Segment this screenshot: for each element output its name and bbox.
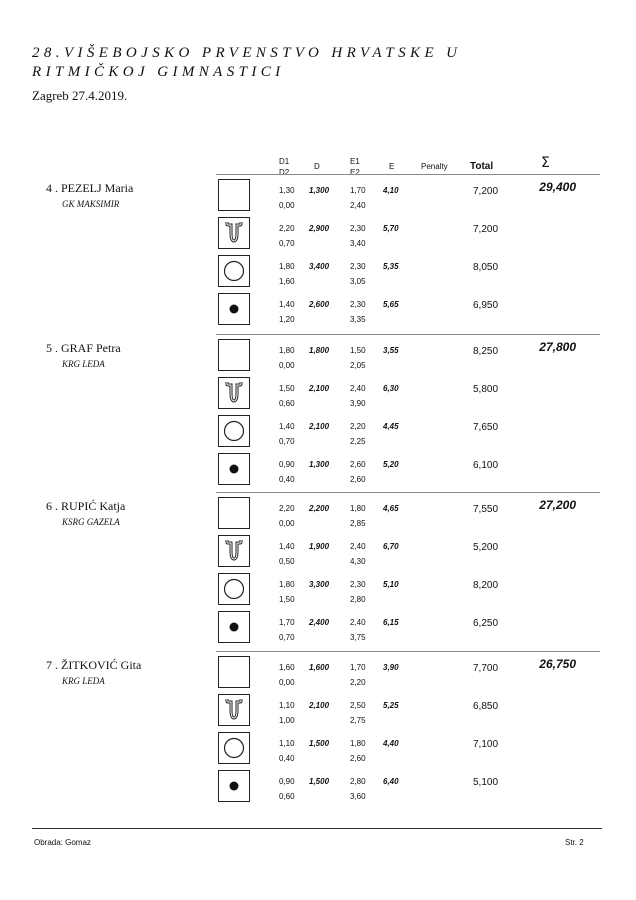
score-d2: 1,00 — [279, 716, 295, 725]
score-e: 6,30 — [383, 384, 399, 393]
score-e2: 2,05 — [350, 361, 366, 370]
apparatus-box — [218, 770, 250, 802]
score-d2: 0,00 — [279, 361, 295, 370]
score-e: 4,45 — [383, 422, 399, 431]
gymnast-all-around-total: 27,200 — [539, 498, 576, 512]
gymnast-divider — [216, 174, 600, 175]
score-e1: 2,30 — [350, 262, 366, 271]
gymnast-name: GRAF Petra — [61, 341, 121, 355]
score-e1: 2,30 — [350, 580, 366, 589]
score-total: 8,250 — [473, 346, 499, 357]
score-e2: 3,40 — [350, 239, 366, 248]
gymnast-rank: 4 . — [46, 181, 58, 195]
apparatus-box — [218, 217, 250, 249]
apparatus-box — [218, 377, 250, 409]
score-e1: 1,70 — [350, 186, 366, 195]
gymnast-divider — [216, 651, 600, 652]
score-d2: 0,40 — [279, 754, 295, 763]
score-d2: 0,00 — [279, 678, 295, 687]
score-total: 5,800 — [473, 384, 499, 395]
gymnast-club: GK MAKSIMIR — [62, 199, 120, 209]
score-e: 4,40 — [383, 739, 399, 748]
header-d1: D1 — [279, 157, 290, 166]
score-e1: 2,20 — [350, 422, 366, 431]
apparatus-box — [218, 535, 250, 567]
score-d: 2,400 — [309, 618, 330, 627]
score-total: 7,100 — [473, 739, 499, 750]
score-d2: 0,50 — [279, 557, 295, 566]
score-e2: 2,25 — [350, 437, 366, 446]
gymnast-rank: 7 . — [46, 658, 58, 672]
gymnast-name-row — [46, 499, 125, 514]
score-e2: 2,60 — [350, 754, 366, 763]
score-e: 5,20 — [383, 460, 399, 469]
header-penalty: Penalty — [421, 162, 448, 171]
score-d1: 1,70 — [279, 618, 295, 627]
apparatus-box — [218, 339, 250, 371]
score-e: 6,40 — [383, 777, 399, 786]
score-d1: 2,20 — [279, 224, 295, 233]
apparatus-box — [218, 453, 250, 485]
footer-author: Obrada: Gomaz — [34, 838, 91, 847]
header-e: E — [389, 162, 395, 171]
score-e2: 2,85 — [350, 519, 366, 528]
score-e: 6,70 — [383, 542, 399, 551]
apparatus-box — [218, 255, 250, 287]
score-e: 4,65 — [383, 504, 399, 513]
apparatus-box — [218, 573, 250, 605]
score-e2: 3,60 — [350, 792, 366, 801]
score-e1: 2,40 — [350, 542, 366, 551]
score-d1: 1,80 — [279, 346, 295, 355]
score-d2: 0,60 — [279, 399, 295, 408]
score-total: 8,200 — [473, 580, 499, 591]
score-d: 2,900 — [309, 224, 330, 233]
score-e1: 2,30 — [350, 300, 366, 309]
score-d1: 1,50 — [279, 384, 295, 393]
score-d: 3,300 — [309, 580, 330, 589]
score-e2: 2,20 — [350, 678, 366, 687]
score-e1: 1,50 — [350, 346, 366, 355]
score-d2: 0,60 — [279, 792, 295, 801]
score-d1: 2,20 — [279, 504, 295, 513]
score-d2: 1,60 — [279, 277, 295, 286]
score-d: 1,300 — [309, 186, 330, 195]
score-d1: 1,40 — [279, 542, 295, 551]
apparatus-box — [218, 694, 250, 726]
score-d: 1,600 — [309, 663, 330, 672]
score-e1: 1,80 — [350, 739, 366, 748]
apparatus-box — [218, 179, 250, 211]
footer-page-number: Str. 2 — [565, 838, 584, 847]
score-d2: 0,70 — [279, 437, 295, 446]
gymnast-club: KSRG GAZELA — [62, 517, 120, 527]
score-e1: 2,40 — [350, 384, 366, 393]
score-e: 5,35 — [383, 262, 399, 271]
score-d1: 0,90 — [279, 777, 295, 786]
score-e2: 3,75 — [350, 633, 366, 642]
score-e2: 2,80 — [350, 595, 366, 604]
score-e1: 1,80 — [350, 504, 366, 513]
gymnast-divider — [216, 492, 600, 493]
score-e: 3,55 — [383, 346, 399, 355]
score-d2: 0,00 — [279, 201, 295, 210]
score-e: 5,70 — [383, 224, 399, 233]
gymnast-name: RUPIĆ Katja — [61, 499, 126, 513]
score-d: 2,100 — [309, 422, 330, 431]
score-d: 2,100 — [309, 701, 330, 710]
score-d1: 1,40 — [279, 422, 295, 431]
score-d1: 1,10 — [279, 739, 295, 748]
score-e1: 2,60 — [350, 460, 366, 469]
gymnast-all-around-total: 27,800 — [539, 340, 576, 354]
gymnast-name: ŽITKOVIĆ Gita — [61, 658, 142, 672]
header-e2: E2 — [350, 168, 360, 177]
score-d1: 1,40 — [279, 300, 295, 309]
score-e: 5,10 — [383, 580, 399, 589]
score-total: 5,100 — [473, 777, 499, 788]
score-d: 3,400 — [309, 262, 330, 271]
score-d1: 1,80 — [279, 262, 295, 271]
score-total: 7,650 — [473, 422, 499, 433]
score-d2: 0,70 — [279, 633, 295, 642]
score-e1: 2,40 — [350, 618, 366, 627]
score-e1: 1,70 — [350, 663, 366, 672]
score-e2: 3,90 — [350, 399, 366, 408]
score-total: 6,250 — [473, 618, 499, 629]
score-total: 6,950 — [473, 300, 499, 311]
score-d: 2,200 — [309, 504, 330, 513]
score-d: 1,300 — [309, 460, 330, 469]
score-d2: 0,40 — [279, 475, 295, 484]
apparatus-box — [218, 497, 250, 529]
apparatus-box — [218, 611, 250, 643]
score-d: 1,900 — [309, 542, 330, 551]
gymnast-name: PEZELJ Maria — [61, 181, 134, 195]
header-sum: Σ — [541, 155, 550, 171]
score-e2: 4,30 — [350, 557, 366, 566]
gymnast-club: KRG LEDA — [62, 676, 105, 686]
gymnast-rank: 5 . — [46, 341, 58, 355]
score-e2: 2,60 — [350, 475, 366, 484]
score-e: 4,10 — [383, 186, 399, 195]
score-total: 6,850 — [473, 701, 499, 712]
score-e2: 2,40 — [350, 201, 366, 210]
gymnast-all-around-total: 26,750 — [539, 657, 576, 671]
apparatus-box — [218, 656, 250, 688]
gymnast-all-around-total: 29,400 — [539, 180, 576, 194]
score-e: 5,25 — [383, 701, 399, 710]
score-d1: 1,80 — [279, 580, 295, 589]
score-e1: 2,50 — [350, 701, 366, 710]
score-d1: 1,30 — [279, 186, 295, 195]
gymnast-rank: 6 . — [46, 499, 58, 513]
score-e: 3,90 — [383, 663, 399, 672]
score-d: 2,100 — [309, 384, 330, 393]
score-d: 1,500 — [309, 777, 330, 786]
score-e2: 3,35 — [350, 315, 366, 324]
score-total: 7,700 — [473, 663, 499, 674]
header-d: D — [314, 162, 320, 171]
score-total: 7,550 — [473, 504, 499, 515]
apparatus-box — [218, 293, 250, 325]
score-d1: 1,60 — [279, 663, 295, 672]
gymnast-name-row — [46, 658, 141, 673]
score-e1: 2,80 — [350, 777, 366, 786]
score-total: 7,200 — [473, 224, 499, 235]
gymnast-name-row — [46, 181, 133, 196]
apparatus-box — [218, 732, 250, 764]
header-total: Total — [470, 161, 494, 172]
gymnast-club: KRG LEDA — [62, 359, 105, 369]
score-total: 7,200 — [473, 186, 499, 197]
score-e2: 3,05 — [350, 277, 366, 286]
score-d2: 1,50 — [279, 595, 295, 604]
score-e2: 2,75 — [350, 716, 366, 725]
score-e1: 2,30 — [350, 224, 366, 233]
score-total: 6,100 — [473, 460, 499, 471]
score-d2: 1,20 — [279, 315, 295, 324]
event-date: Zagreb 27.4.2019. — [32, 88, 128, 103]
score-e: 6,15 — [383, 618, 399, 627]
score-d2: 0,00 — [279, 519, 295, 528]
score-total: 5,200 — [473, 542, 499, 553]
score-d2: 0,70 — [279, 239, 295, 248]
header-d2: D2 — [279, 168, 290, 177]
gymnast-divider — [216, 334, 600, 335]
score-d: 2,600 — [309, 300, 330, 309]
header-e1: E1 — [350, 157, 360, 166]
gymnast-name-row — [46, 341, 121, 356]
footer-divider — [32, 828, 602, 829]
score-d1: 1,10 — [279, 701, 295, 710]
score-d: 1,800 — [309, 346, 330, 355]
score-e: 5,65 — [383, 300, 399, 309]
score-d: 1,500 — [309, 739, 330, 748]
page-title: 28.VIŠEBOJSKO PRVENSTVO HRVATSKE U RITMIČKOJ GIMNASTICI — [32, 45, 462, 80]
score-total: 8,050 — [473, 262, 499, 273]
apparatus-box — [218, 415, 250, 447]
score-d1: 0,90 — [279, 460, 295, 469]
